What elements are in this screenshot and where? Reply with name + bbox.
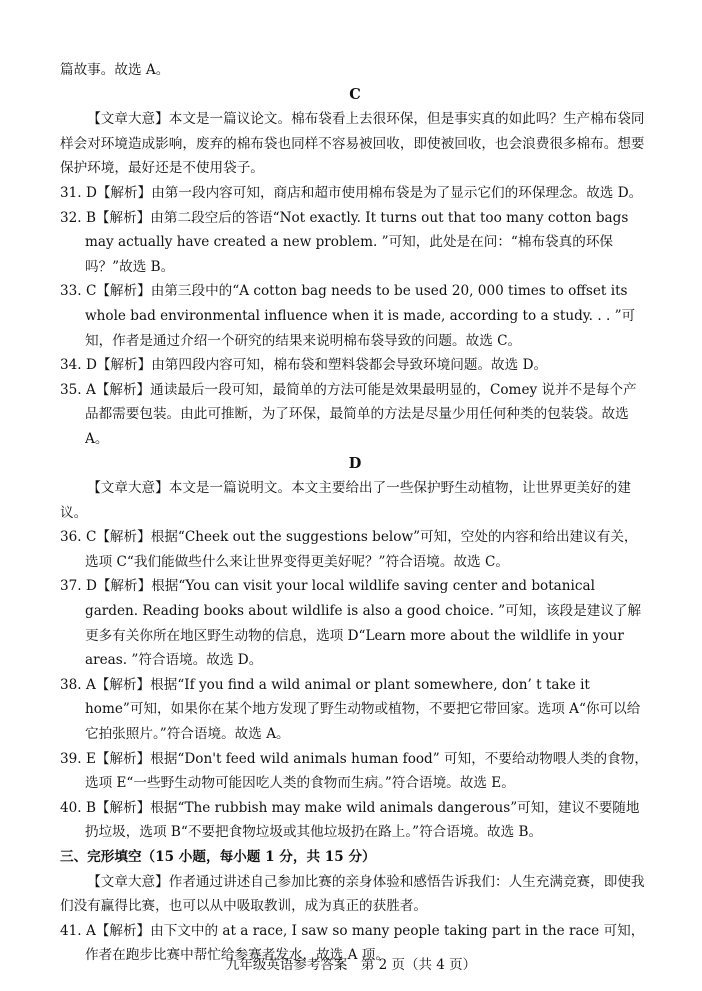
section-title-cloze: 三、完形填空（15 小题，每小题 1 分，共 15 分）: [60, 849, 376, 865]
answer-35: 35. A【解析】通读最后一段可知，最简单的方法可能是效果最明显的，Comey 说并不是每个产品都需要包装。由此可推断，为了环保，最简单的方法是尽量少用任何种类的包装袋。故选 A。: [60, 381, 637, 447]
answer-36: 36. C【解析】根据“Cheek out the suggestions below”可知，空处的内容和给出建议有关，选项 C“我们能做些什么来让世界变得更美好呢？”符合语境。故选 C。: [60, 529, 638, 570]
answer-31: 31. D【解析】由第一段内容可知，商店和超市使用棉布袋是为了显示它们的环保理念。故选 D。: [60, 184, 643, 201]
answer-37: 37. D【解析】根据“You can visit your local wildlife saving center and botanical garden. Reading books about wildlife is also a good choice. ”可知，该段是建议了解更多有关你所在地区野生动物的信息，选项 D“Learn more about the wildlife in your areas. ”符合语境。故选 D。: [60, 578, 642, 669]
answer-41: 41. A【解析】由下文中的 at a race, I saw so many people taking part in the race 可知，作者在跑步比赛中帮忙给参赛者发水，故选 A 项。: [60, 922, 645, 964]
answer-34: 34. D【解析】由第四段内容可知，棉布袋和塑料袋都会导致环境问题。故选 D。: [60, 357, 548, 374]
passage-summary-cloze: 【文章大意】作者通过讲述自己参加比赛的亲身体验和感悟告诉我们：人生充满竞赛，即使我们没有赢得比赛，也可以从中吸取教训，成为真正的获胜者。: [60, 873, 645, 915]
answer-33: 33. C【解析】由第三段中的“A cotton bag needs to be used 20, 000 times to offset its whole bad environmental influence when it is made, according to a study. . . ”可知，作者是通过介绍一个研究的结果来说明棉布袋导致的问题。故选 C。: [60, 283, 636, 349]
page-footer: 九年级英语参考答案 第 2 页（共 4 页）: [225, 957, 477, 973]
answer-38: 38. A【解析】根据“If you find a wild animal or plant somewhere, don’ t take it home”可知，如果你在某个地方发现了野生动物或植物，不要把它带回家。选项 A“你可以给它拍张照片。”符合语境。故选 A。: [60, 676, 641, 743]
section-heading-c: C: [349, 85, 361, 103]
passage-summary-d: 【文章大意】本文是一篇说明文。本文主要给出了一些保护野生动植物，让世界更美好的建议。: [60, 480, 631, 521]
passage-summary-c: 【文章大意】本文是一篇议论文。棉布袋看上去很环保，但是事实真的如此吗？生产棉布袋同样会对环境造成影响，废弃的棉布袋也同样不容易被回收，即使被回收，也会浪费很多棉布。想要保护环境，最好还是不使用袋子。: [60, 111, 645, 177]
answer-continuation: 篇故事。故选 A。: [60, 62, 170, 78]
answer-32: 32. B【解析】由第二段空后的答语“Not exactly. It turns out that too many cotton bags may actually have created a new problem. ”可知，此处是在问：“棉布袋真的环保吗？”故选 B。: [60, 209, 629, 275]
answer-40: 40. B【解析】根据“The rubbish may make wild animals dangerous”可知，建议不要随地扔垃圾，选项 B“不要把食物垃圾或其他垃圾扔在路上。”符合语境。故选 B。: [60, 799, 640, 841]
page-body: [60, 58, 650, 968]
answer-39: 39. E【解析】根据“Don't feed wild animals human food” 可知，不要给动物喂人类的食物，选项 E“一些野生动物可能因吃人类的食物而生病。”符合语境。故选 E。: [60, 750, 648, 792]
section-heading-d: D: [348, 454, 362, 472]
